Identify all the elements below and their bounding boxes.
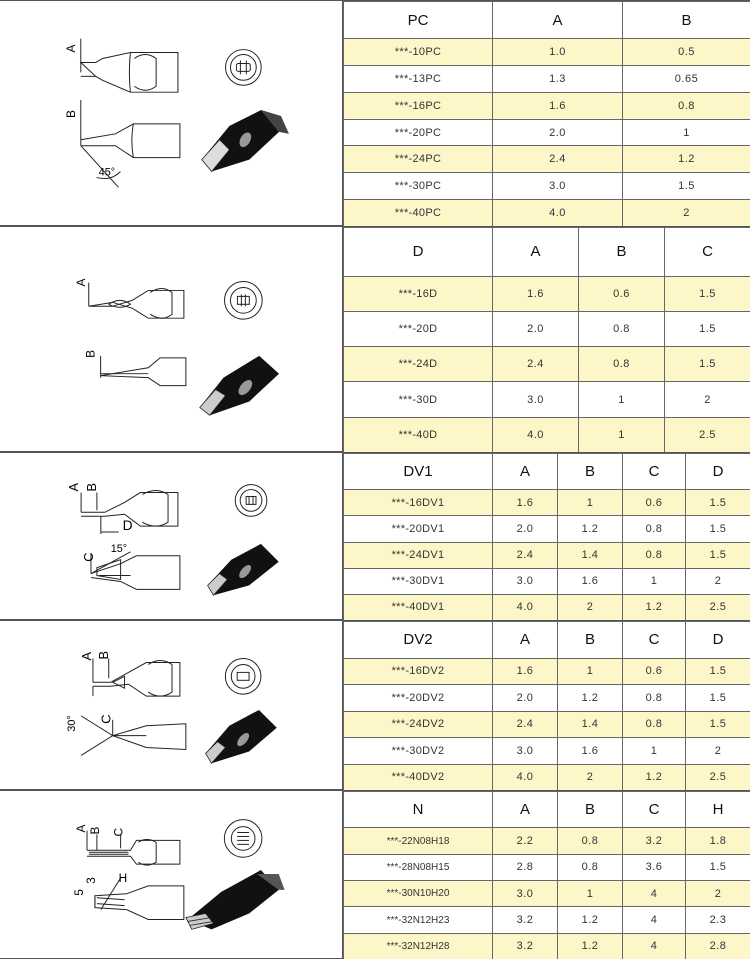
d-model-cell: ***-40D [344, 417, 493, 452]
dv1-value-cell: 1.2 [558, 516, 623, 542]
dv1-spec-table [343, 453, 750, 621]
pc-tip-3d [202, 110, 289, 171]
d-model-cell: ***-16D [344, 276, 493, 311]
d-value-cell: 2 [665, 382, 750, 417]
pc-table-row [344, 146, 750, 173]
pc-model-cell: ***-30PC [344, 173, 493, 200]
dv2-value-cell: 1.5 [686, 685, 750, 711]
dv1-model-cell: ***-24DV1 [344, 542, 493, 568]
dv1-header-cell: A [493, 454, 558, 490]
d-table-row [344, 276, 750, 311]
d-value-cell: 4.0 [493, 417, 579, 452]
dv1-tip-3d [208, 544, 279, 595]
dv1-value-cell: 2.4 [493, 542, 558, 568]
dv2-header-cell: D [686, 622, 750, 659]
pc-value-cell: 4.0 [493, 200, 623, 227]
dv1-value-cell: 0.8 [623, 516, 686, 542]
n-value-cell: 4 [623, 907, 686, 933]
dv2-tip-illustration [0, 621, 343, 789]
n-tip-drawing [0, 791, 343, 958]
dv2-model-cell: ***-24DV2 [344, 711, 493, 737]
dv2-header-cell: C [623, 622, 686, 659]
n-value-cell: 3.0 [493, 881, 558, 907]
dv2-value-cell: 0.8 [623, 711, 686, 737]
dv1-value-cell: 2 [558, 594, 623, 620]
dv1-value-cell: 2 [686, 568, 750, 594]
n-model-cell: ***-22N08H18 [344, 828, 493, 854]
n-value-cell: 3.2 [493, 907, 558, 933]
n-spec-table [343, 791, 750, 959]
pc-value-cell: 3.0 [493, 173, 623, 200]
d-table-row [344, 417, 750, 452]
dv1-value-cell: 2.5 [686, 594, 750, 620]
dv1-header-cell: D [686, 454, 750, 490]
n-model-cell: ***-32N12H23 [344, 907, 493, 933]
n-value-cell: 0.8 [558, 854, 623, 880]
dv2-header-cell: A [493, 622, 558, 659]
pc-header-row [344, 2, 750, 39]
d-value-cell: 0.6 [579, 276, 665, 311]
dv1-header-row [344, 454, 750, 490]
pc-tip-illustration [0, 1, 343, 225]
dv1-model-cell: ***-30DV1 [344, 568, 493, 594]
d-table-row [344, 347, 750, 382]
pc-value-cell: 1.5 [623, 173, 750, 200]
d-model-cell: ***-30D [344, 382, 493, 417]
section-d [0, 226, 750, 452]
dv2-value-cell: 1.2 [558, 685, 623, 711]
d-header-row [344, 228, 750, 277]
n-label-5: 5 [72, 889, 87, 896]
n-header-cell: N [344, 792, 493, 828]
pc-model-cell: ***-13PC [344, 65, 493, 92]
n-header-cell: H [686, 792, 750, 828]
dv2-table-row [344, 658, 750, 684]
n-header-cell: B [558, 792, 623, 828]
dv2-value-cell: 0.6 [623, 658, 686, 684]
n-value-cell: 0.8 [558, 828, 623, 854]
dv2-angle-label: 30° [66, 715, 79, 732]
d-model-cell: ***-20D [344, 312, 493, 347]
pc-model-cell: ***-24PC [344, 146, 493, 173]
dv2-value-cell: 3.0 [493, 738, 558, 764]
dv1-value-cell: 1.6 [558, 568, 623, 594]
n-value-cell: 1.2 [558, 933, 623, 959]
n-label-a: A [74, 824, 89, 833]
n-value-cell: 2.8 [493, 854, 558, 880]
dv1-value-cell: 0.6 [623, 490, 686, 516]
d-model-cell: ***-24D [344, 347, 493, 382]
dv1-model-cell: ***-40DV1 [344, 594, 493, 620]
dv2-value-cell: 2 [558, 764, 623, 790]
pc-value-cell: 1.0 [493, 39, 623, 66]
n-value-cell: 1 [558, 881, 623, 907]
dv2-value-cell: 2.4 [493, 711, 558, 737]
dv1-table-row [344, 490, 750, 516]
dv2-value-cell: 1.6 [493, 658, 558, 684]
dv2-value-cell: 1.2 [623, 764, 686, 790]
dv2-tip-drawing [0, 621, 343, 789]
n-value-cell: 3.6 [623, 854, 686, 880]
n-tip-illustration [0, 791, 343, 958]
dv1-value-cell: 1.4 [558, 542, 623, 568]
n-value-cell: 2.8 [686, 933, 750, 959]
dv2-value-cell: 4.0 [493, 764, 558, 790]
n-value-cell: 3.2 [493, 933, 558, 959]
pc-model-cell: ***-20PC [344, 119, 493, 146]
pc-value-cell: 0.8 [623, 92, 750, 119]
dv1-angle-label: 15° [110, 542, 128, 555]
dv2-model-cell: ***-16DV2 [344, 658, 493, 684]
dv1-model-cell: ***-20DV1 [344, 516, 493, 542]
d-label-b: B [83, 349, 98, 358]
pc-table-row [344, 200, 750, 227]
pc-table-row [344, 65, 750, 92]
dv2-value-cell: 1 [558, 658, 623, 684]
n-header-cell: A [493, 792, 558, 828]
dv2-value-cell: 0.8 [623, 685, 686, 711]
pc-spec-table [343, 1, 750, 227]
n-label-c: C [111, 827, 126, 837]
pc-value-cell: 1.2 [623, 146, 750, 173]
n-model-cell: ***-30N10H20 [344, 881, 493, 907]
dv1-table-row [344, 542, 750, 568]
pc-header-cell: B [623, 2, 750, 39]
d-header-cell: A [493, 228, 579, 277]
dv1-value-cell: 1.5 [686, 516, 750, 542]
pc-tip-drawing [0, 1, 343, 225]
d-value-cell: 2.5 [665, 417, 750, 452]
n-tip-3d [186, 870, 285, 929]
dv1-model-cell: ***-16DV1 [344, 490, 493, 516]
dv2-model-cell: ***-20DV2 [344, 685, 493, 711]
d-tip-3d [200, 356, 279, 415]
pc-value-cell: 2.0 [493, 119, 623, 146]
d-header-cell: B [579, 228, 665, 277]
dv1-value-cell: 1.5 [686, 490, 750, 516]
dv1-label-b: B [83, 482, 99, 492]
n-table-row [344, 933, 750, 959]
n-value-cell: 2.3 [686, 907, 750, 933]
n-table-row [344, 907, 750, 933]
dv1-header-cell: DV1 [344, 454, 493, 490]
dv1-value-cell: 2.0 [493, 516, 558, 542]
pc-model-cell: ***-40PC [344, 200, 493, 227]
n-value-cell: 1.2 [558, 907, 623, 933]
n-value-cell: 4 [623, 881, 686, 907]
dv2-header-cell: B [558, 622, 623, 659]
dv2-table-row [344, 685, 750, 711]
dv2-value-cell: 1.6 [558, 738, 623, 764]
dv1-label-a: A [66, 482, 82, 492]
d-value-cell: 2.0 [493, 312, 579, 347]
pc-model-cell: ***-10PC [344, 39, 493, 66]
dv2-table-row [344, 764, 750, 790]
d-header-cell: C [665, 228, 750, 277]
pc-table-row [344, 119, 750, 146]
dv1-value-cell: 1 [558, 490, 623, 516]
dv1-value-cell: 1.6 [493, 490, 558, 516]
dv2-model-cell: ***-30DV2 [344, 738, 493, 764]
pc-table-row [344, 173, 750, 200]
dv2-label-c: C [98, 714, 114, 724]
n-header-cell: C [623, 792, 686, 828]
section-pc [0, 0, 750, 226]
d-tip-illustration [0, 227, 343, 451]
pc-table-row [344, 92, 750, 119]
dv2-table-row [344, 711, 750, 737]
pc-header-cell: A [493, 2, 623, 39]
d-header-cell: D [344, 228, 493, 277]
d-value-cell: 0.8 [579, 312, 665, 347]
pc-value-cell: 1 [623, 119, 750, 146]
n-label-3: 3 [83, 877, 98, 884]
dv2-value-cell: 2.5 [686, 764, 750, 790]
dv2-spec-table [343, 621, 750, 791]
d-value-cell: 2.4 [493, 347, 579, 382]
n-table-row [344, 828, 750, 854]
pc-table-row [344, 39, 750, 66]
dv1-value-cell: 1.2 [623, 594, 686, 620]
pc-value-cell: 1.6 [493, 92, 623, 119]
d-value-cell: 1.6 [493, 276, 579, 311]
d-value-cell: 1 [579, 417, 665, 452]
n-table-row [344, 881, 750, 907]
d-value-cell: 0.8 [579, 347, 665, 382]
pc-value-cell: 0.65 [623, 65, 750, 92]
dv1-header-cell: B [558, 454, 623, 490]
pc-label-b: B [63, 110, 78, 118]
dv2-value-cell: 1 [623, 738, 686, 764]
n-label-b: B [87, 826, 102, 835]
section-n [0, 790, 750, 959]
n-value-cell: 1.8 [686, 828, 750, 854]
pc-model-cell: ***-16PC [344, 92, 493, 119]
dv1-value-cell: 0.8 [623, 542, 686, 568]
n-model-cell: ***-28N08H15 [344, 854, 493, 880]
dv2-label-a: A [78, 651, 94, 661]
n-value-cell: 3.2 [623, 828, 686, 854]
dv1-value-cell: 4.0 [493, 594, 558, 620]
n-table-row [344, 854, 750, 880]
dv2-value-cell: 2.0 [493, 685, 558, 711]
dv2-value-cell: 2 [686, 738, 750, 764]
dv2-header-cell: DV2 [344, 622, 493, 659]
d-value-cell: 1 [579, 382, 665, 417]
dv2-value-cell: 1.5 [686, 658, 750, 684]
dv1-label-c: C [80, 552, 96, 562]
n-value-cell: 2 [686, 881, 750, 907]
pc-header-cell: PC [344, 2, 493, 39]
dv2-label-b: B [95, 650, 111, 660]
pc-value-cell: 1.3 [493, 65, 623, 92]
dv1-table-row [344, 516, 750, 542]
dv1-table-row [344, 568, 750, 594]
dv1-table-row [344, 594, 750, 620]
dv2-table-row [344, 738, 750, 764]
pc-value-cell: 0.5 [623, 39, 750, 66]
section-dv2 [0, 620, 750, 790]
dv1-tip-drawing [0, 453, 343, 619]
d-table-row [344, 382, 750, 417]
d-value-cell: 1.5 [665, 312, 750, 347]
dv1-value-cell: 3.0 [493, 568, 558, 594]
dv2-value-cell: 1.4 [558, 711, 623, 737]
pc-label-a: A [63, 44, 78, 53]
dv2-model-cell: ***-40DV2 [344, 764, 493, 790]
n-value-cell: 4 [623, 933, 686, 959]
dv1-label-d: D [122, 517, 133, 534]
dv2-header-row [344, 622, 750, 659]
pc-value-cell: 2 [623, 200, 750, 227]
n-label-h: H [118, 870, 128, 885]
section-dv1 [0, 452, 750, 620]
dv2-tip-3d [206, 710, 277, 763]
dv1-value-cell: 1.5 [686, 542, 750, 568]
d-tip-drawing [0, 227, 343, 451]
d-table-row [344, 312, 750, 347]
dv1-header-cell: C [623, 454, 686, 490]
pc-value-cell: 2.4 [493, 146, 623, 173]
d-spec-table [343, 227, 750, 453]
d-value-cell: 3.0 [493, 382, 579, 417]
d-value-cell: 1.5 [665, 276, 750, 311]
n-value-cell: 1.5 [686, 854, 750, 880]
pc-angle-label: 45° [98, 166, 116, 179]
dv1-tip-illustration [0, 453, 343, 619]
n-header-row [344, 792, 750, 828]
dv2-value-cell: 1.5 [686, 711, 750, 737]
n-model-cell: ***-32N12H28 [344, 933, 493, 959]
n-value-cell: 2.2 [493, 828, 558, 854]
dv1-value-cell: 1 [623, 568, 686, 594]
d-value-cell: 1.5 [665, 347, 750, 382]
d-label-a: A [73, 278, 88, 287]
